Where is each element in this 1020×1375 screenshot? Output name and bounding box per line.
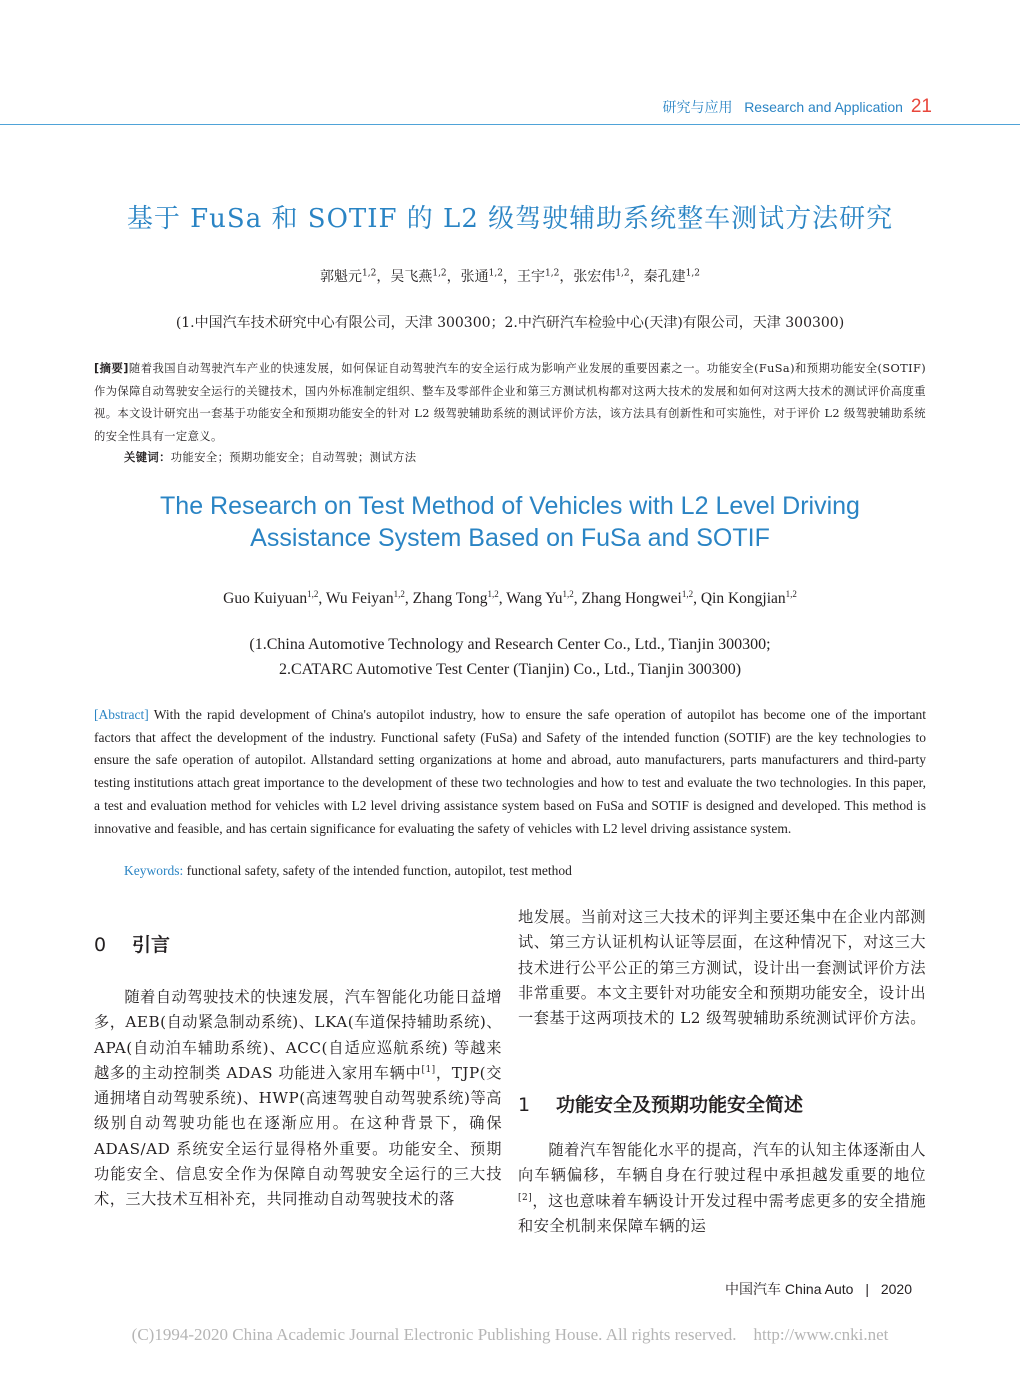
- keywords-cn-label: 关键词：: [124, 451, 171, 464]
- cn-author-name: 秦孔建: [643, 269, 686, 285]
- header-rule: [0, 124, 1020, 125]
- footer-journal: 中国汽车 China Auto: [725, 1281, 854, 1297]
- copyright-watermark: (C)1994-2020 China Academic Journal Electronic Publishing House. All rights reserved. http://www.cnki.net: [131, 1325, 889, 1344]
- abstract-en-text: With the rapid development of China's autopilot industry, how to ensure the safe operation of autopilot has become one of the important factors that affect the development of the industry. Functional safety (FuSa) and Safety of the intended function (SOTIF) are the key technologies to ensure the safe operation of autopilot. Allstandard setting organizations at home and abroad, auto manufacturers, parts manufacturers and third-party testing institutions attach great importance to the development of these two technologies and how to test and evaluate the two technologies. In this paper, a test and evaluation method for vehicles with L2 level driving assistance system based on FuSa and SOTIF is designed and developed. This method is innovative and feasible, and has certain significance for evaluating the safety of vehicles with L2 level driving assistance system.: [94, 707, 926, 836]
- section-1-body: [518, 1138, 926, 1239]
- cn-author-affiliation-mark: 1,2: [362, 268, 377, 279]
- citation-ref-1: [1]: [421, 1064, 436, 1075]
- page-number: 21: [910, 96, 932, 117]
- title-en-line-1: The Research on Test Method of Vehicles with L2 Level Driving: [160, 492, 860, 520]
- section-1-title: 功能安全及预期功能安全简述: [556, 1094, 804, 1116]
- section-0-paragraph: [94, 985, 502, 1213]
- keywords-en: [124, 863, 572, 879]
- en-author-affiliation-mark: 1,2: [307, 588, 319, 599]
- paragraph-text: 随着汽车智能化水平的提高，汽车的认知主体逐渐由人向车辆偏移，车辆自身在行驶过程中承担越发重要的地位: [518, 1141, 926, 1185]
- section-0-number: 0: [94, 934, 107, 956]
- paragraph-text: ，这也意味着车辆设计开发过程中需考虑更多的安全措施和安全机制来保障车辆的运: [518, 1191, 926, 1235]
- en-author-name: Zhang Hongwei: [581, 590, 682, 607]
- cn-author-affiliation-mark: 1,2: [432, 268, 447, 279]
- section-0-paragraph-continued: 地发展。当前对这三大技术的评判主要还集中在企业内部测试、第三方认证机构认证等层面，在这种情况下，对这三大技术进行公平公正的第三方测试，设计出一套测试评价方法非常重要。本文主要针对功能安全和预期功能安全，设计出一套基于这两项技术的 L2 级驾驶辅助系统测试评价方法。: [518, 908, 926, 1028]
- cn-author-affiliation-mark: 1,2: [685, 268, 700, 279]
- affiliation-en-line-2: 2.CATARC Automotive Test Center (Tianjin) Co., Ltd., Tianjin 300300): [278, 661, 742, 678]
- abstract-cn-text: 随着我国自动驾驶汽车产业的快速发展，如何保证自动驾驶汽车的安全运行成为影响产业发展的重要因素之一。功能安全(FuSa)和预期功能安全(SOTIF)作为保障自动驾驶安全运行的关键技术，国内外标准制定组织、整车及零部件企业和第三方测试机构都对这两大技术的发展和如何对这两大技术的测试评价高度重视。本文设计研究出一套基于功能安全和预期功能安全的针对 L2 级驾驶辅助系统的测试评价方法，该方法具有创新性和可实施性，对于评价 L2 级驾驶辅助系统的安全性具有一定意义。: [94, 362, 926, 443]
- cn-author-name: 郭魁元: [320, 269, 363, 285]
- en-author-affiliation-mark: 1,2: [487, 588, 499, 599]
- title-cn: 基于 FuSa 和 SOTIF 的 L2 级驾驶辅助系统整车测试方法研究: [126, 204, 894, 234]
- header-section-en: Research and Application: [744, 99, 903, 115]
- title-en-line-2: Assistance System Based on FuSa and SOTIF: [250, 524, 770, 552]
- paragraph-text: 随着自动驾驶技术的快速发展，汽车智能化功能日益增多，AEB(自动紧急制动系统)、LKA(车道保持辅助系统)、APA(自动泊车辅助系统)、ACC(自适应巡航系统) 等越来越多的主动控制类 ADAS 功能进入家用车辆中: [94, 988, 502, 1082]
- en-author-affiliation-mark: 1,2: [681, 588, 694, 599]
- keywords-cn-text: 功能安全；预期功能安全；自动驾驶；测试方法: [170, 451, 417, 464]
- cn-author-name: 王宇: [517, 269, 545, 285]
- cn-author-affiliation-mark: 1,2: [615, 268, 630, 279]
- footer-separator: |: [865, 1281, 869, 1297]
- cn-author-name: 张通: [460, 269, 489, 285]
- en-author-name: Zhang Tong: [412, 590, 488, 607]
- section-1-paragraph: [518, 1138, 926, 1239]
- keywords-cn: [124, 449, 416, 465]
- paragraph-text: ，TJP(交通拥堵自动驾驶系统)、HWP(高速驾驶自动驾驶系统)等高级别自动驾驶功能也在逐渐应用。在这种背景下，确保 ADAS/AD 系统安全运行显得格外重要。功能安全、预期功能安全、信息安全作为保障自动驾驶安全运行的三大技术，三大技术互相补充，共同推动自动驾驶技术的落: [94, 1063, 502, 1209]
- cn-author-name: 吴飞燕: [390, 269, 433, 285]
- header-section-cn: 研究与应用: [662, 99, 733, 115]
- section-1-heading: [518, 1090, 803, 1117]
- keywords-en-text: functional safety, safety of the intended function, autopilot, test method: [186, 863, 572, 878]
- citation-ref-2: [2]: [518, 1192, 533, 1203]
- title-en: [0, 490, 1020, 554]
- cn-author-name: 张宏伟: [573, 269, 616, 285]
- en-author-name: Wang Yu: [506, 590, 563, 607]
- keywords-en-label: Keywords:: [124, 863, 184, 878]
- en-author-affiliation-mark: 1,2: [562, 588, 574, 599]
- section-0-title: 引言: [132, 934, 171, 956]
- en-author-affiliation-mark: 1,2: [393, 588, 405, 599]
- abstract-cn: [94, 358, 926, 448]
- abstract-cn-label: [摘要]: [94, 362, 129, 375]
- running-header: [0, 96, 932, 118]
- authors-cn: 郭魁元$^{1,2}$，吴飞燕$^{1,2}$，张通$^{1,2}$，王宇$^{1,2}$，张宏伟$^{1,2}$，秦孔建$^{1,2}$: [320, 268, 700, 285]
- abstract-en: [94, 704, 926, 840]
- left-column: [94, 985, 502, 1213]
- right-column: [518, 905, 926, 1031]
- footer-year: 2020: [880, 1281, 912, 1297]
- en-author-name: Wu Feiyan: [325, 590, 394, 607]
- affiliations-en: [0, 632, 1020, 682]
- en-author-affiliation-mark: 1,2: [785, 588, 797, 599]
- cn-author-affiliation-mark: 1,2: [488, 268, 503, 279]
- en-author-name: Qin Kongjian: [700, 590, 786, 607]
- en-author-name: Guo Kuiyuan: [223, 590, 308, 607]
- section-1-number: 1: [518, 1094, 531, 1116]
- authors-en: Guo Kuiyuan$^{1,2}$, Wu Feiyan$^{1,2}$, Zhang Tong$^{1,2}$, Wang Yu$^{1,2}$, Zhang Hongwei$^{1,2}$, Qin Kongjian$^{1,2}$: [223, 588, 797, 607]
- page-footer: [0, 1279, 912, 1299]
- section-0-heading: [94, 930, 170, 957]
- affiliations-cn: (1.中国汽车技术研究中心有限公司，天津 300300；2.中汽研汽车检验中心(天津)有限公司，天津 300300): [175, 315, 845, 331]
- affiliation-en-line-1: (1.China Automotive Technology and Research Center Co., Ltd., Tianjin 300300;: [249, 636, 771, 653]
- cn-author-affiliation-mark: 1,2: [545, 268, 560, 279]
- abstract-en-label: [Abstract]: [94, 707, 149, 722]
